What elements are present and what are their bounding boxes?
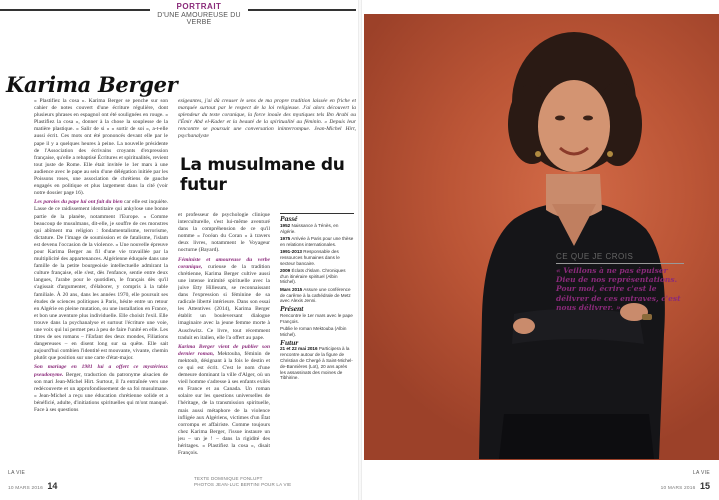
entry-year: 1991-2013 <box>280 248 302 254</box>
footer-magazine: LA VIE <box>692 470 710 476</box>
paragraph <box>178 257 270 342</box>
article-column-2 <box>178 212 270 474</box>
paragraph-text: Mektouba, féminin de mektoub, désignant à la fois le destin et ce qui est écrit. C'est le nom d'une demeure dominant la ville d'Alger, où un vieil homme s'adresse à ses enfants exilés en France et au Canada. Un roman solaire sur les questions universelles de l'héritage, de la transmission spirituelle, mais aussi métaphore de la violence infligée aux Algériens, victimes d'un État corrompu et affairiste. Comme toujours chez Karima Berger, l'issue instaure un jeu – un je ! – dans la rigidité des héritages. « Plastifiez la cosa », disait François. <box>178 350 270 457</box>
entry-year: Mars 2015 <box>280 286 303 292</box>
sidebar-entry <box>280 223 354 235</box>
article-column-2-top <box>178 98 356 154</box>
sidebar-entry <box>280 249 354 266</box>
page-gutter <box>358 0 362 500</box>
paragraph <box>34 199 168 362</box>
entry-text: Participera à la rencontre autour de la figure de Christian de Chergé à Saint-Michel-de-Bannières (Lot), 20 ans après les assassinats des moines de Tibhirine. <box>280 346 353 381</box>
entry-year: 2009 <box>280 267 291 273</box>
portrait-photo <box>364 14 719 460</box>
footer-date: 10 MARS 2016 <box>8 486 43 491</box>
sidebar-entry <box>280 326 354 338</box>
paragraph-lead: Les paroles du pape lui ont fait du bien <box>34 199 123 206</box>
footer-left <box>8 470 57 494</box>
paragraph-text: et professeur de psychologie clinique interculturelle, s'est lui-même aventuré dans la compréhension de ce qu'il nomme « l'océan du Coran » à travers deux livres, notamment le Voyageur nocturne (Bayard). <box>178 212 270 254</box>
article-name-title: Karima Berger <box>6 72 178 97</box>
entry-text: Naissance à Ténès, en Algérie. <box>280 222 339 234</box>
entry-text: Arrivée à Paris pour une thèse en relations internationales. <box>280 235 354 247</box>
quote-title: CE QUE JE CROIS <box>556 252 684 264</box>
page-number: 15 <box>699 481 710 491</box>
entry-text: Responsable des ressources humaines dans le secteur bancaire. <box>280 248 340 266</box>
article-credits <box>194 476 354 488</box>
footer-right <box>540 470 710 494</box>
paragraph-lead: Karima Berger vient de publier son dernier roman, <box>178 343 270 357</box>
portrait-illustration <box>364 14 719 460</box>
section-subtitle: D'UNE AMOUREUSE DU VERBE <box>157 12 241 26</box>
entry-text: Assure une conférence de carême à la cathédrale de Metz avec Alexis Jenni. <box>280 286 351 304</box>
credit-photo: PHOTOS JEAN-LUC BERTINI POUR LA VIE <box>194 482 292 487</box>
section-kicker: PORTRAIT <box>176 2 222 11</box>
entry-text: Rencontre le 1er mars avec le pape François. <box>280 312 353 324</box>
quote-text: « Veillons à ne pas épuiser Dieu de nos représentations. Pour moi, écrire c'est le délivrer de ces entraves, c'est nous délivrer. » <box>556 266 681 312</box>
sidebar-future-title: Futur <box>280 337 299 347</box>
paragraph: exigeantes, j'ai dû creuser le sens de ma propre tradition laissée en friche et marquée surtout par le respect de la loi religieuse. J'ai alors découvert la splendeur du texte coranique, la force inouïe des mystiques tels Ibn Arabi ou l'Émir Abd el-Kader et la beauté de la spiritualité au féminin. » Depuis leur rencontre se poursuit une conversation ininterrompue. Jean-Michel Hirt, psychanalyste <box>178 98 356 140</box>
credit-text: TEXTE DOMINIQUE FONLUPT <box>194 476 263 481</box>
sidebar-entry <box>280 287 354 304</box>
bio-sidebar <box>280 213 354 475</box>
footer-date: 10 MARS 2016 <box>660 486 696 491</box>
sidebar-entry <box>280 313 354 325</box>
sidebar-past-title: Passé <box>280 214 298 223</box>
page-number: 14 <box>47 481 58 491</box>
footer-date-page <box>540 476 710 494</box>
top-rule-left <box>0 9 150 11</box>
paragraph-text: car elle est inquiète. Lasse de ce raidissement identitaire qui ankylose une bonne partie de la planète, notamment l'Europe. « Comme beaucoup de musulmans, dit-elle, je souffre de ces monstres qui abîment ma religion : fondamentalisme, terrorisme, dictature. De l'image de soumission et de fatalisme, l'islam est devenu l'occasion de la violence. » Une nouvelle épreuve pour Karima Berger au fil d'une vie travaillée par la multiplicité des appartenances. Algérienne éduquée dans une famille de la petite bourgeoisie intellectuelle admirant la culture française, elle s'est, dès l'enfance, sentie entre deux langues, l'arabe pour le quotidien, le français dès qu'il s'agissait d'argumenter, d'élaborer, y compris à la table familiale. À 20 ans, dans les années 1970, elle poursuit ses études de sciences politiques à Paris, hésite entre un retour en Algérie en pleine mutation, ou une installation en France, et bon une aventure plus individuelle. Elle choisit l'exil. Elle trouve dans la psychanalyse et surtout l'écriture une voie, une voix qui lui permet peu à peu de faire l'unité en elle. Les titres de ses romans – l'Enfant des deux mondes, Filiations dangereuses – en disent long sur sa quête. Elle sait aujourd'hui combien l'identité est mouvante, vivante, chemin plutôt que position sur une carte d'état-major. <box>34 199 168 362</box>
belief-quote-box <box>556 252 684 312</box>
article-column-1 <box>34 98 168 480</box>
entry-text: Publie le roman Mektouba (Albin Michel). <box>280 326 347 337</box>
entry-year: 1952 <box>280 222 291 228</box>
sidebar-entry <box>280 236 354 248</box>
top-rule-right <box>248 9 356 11</box>
footer-date-page <box>8 476 57 494</box>
paragraph <box>34 98 168 197</box>
entry-text: Éclats d'islam. Chroniques d'un itinéraire spirituel (Albin Michel). <box>280 267 346 285</box>
footer-magazine: LA VIE <box>8 470 26 476</box>
paragraph-lead: Son mariage en 1981 lui a offert ce mystérieux pseudonyme. <box>34 364 168 378</box>
article-headline: La musulmane du futur <box>180 155 345 195</box>
sidebar-present-title: Présent <box>280 304 304 314</box>
entry-year: 21 et 22 mai 2016 <box>280 346 318 352</box>
paragraph-text: curieuse de la tradition chrétienne, Karima Berger cultive aussi une intense intimité spirituelle avec la juive Etty Hillesum, se reconnaissant dans l'expression si féminine de sa radicale liberté intérieure. Dans son essai les Attentives (2014), Karima Berger établit un bouleversant dialogue imaginaire avec la jeune femme morte à Auschwitz. Ce livre, tout récemment traduit en italien, elle l'a offert au pape. <box>178 263 270 341</box>
paragraph <box>34 364 168 414</box>
entry-year: 1975 <box>280 235 291 241</box>
paragraph <box>178 344 270 458</box>
paragraph <box>178 212 270 255</box>
sidebar-entry <box>280 346 354 381</box>
paragraph-text: Berger, traduction du patronyme alsacien de son mari Jean-Michel Hirt. Surtout, il l'a entraînée vers une redécouverte et un approfondissement de sa foi musulmane. « Jean-Michel a reçu une éducation chrétienne solide et a bénéficié, adulte, d'initiations spirituelles qui m'ont manqué. Face à ses questions <box>34 371 168 414</box>
paragraph-text: « Plastifiez la cosa ». Karima Berger se penche sur son cahier de notes couvert d'une écriture régulière, dont plusieurs phrases en espagnol ont été soulignées en rouge. « Plastifiez la cosa », donner à la chose la souplesse de la matière plastique. « Salir de si » « sortir de soi », a-t-elle aussi écrit. Ces mots ont été prononcés devant elle par le pape il y a quelques heures à peine. La nouvelle présidente de l'Association des écrivains croyants d'expression française, qu'elle a rebaptisé Écritures et spiritualités, revient tout juste de Rome. Elle était invitée le 1er mars à une audience avec le pape au sein d'une délégation initiée par les Poissons roses, une association de chrétiens de gauche engagés en politique et plus largement dans la cité (voir notre dossier page 16). <box>34 98 168 197</box>
sidebar-entry <box>280 268 354 285</box>
paragraph-lead: Féministe et amoureuse du verbe coranique, <box>178 256 270 270</box>
